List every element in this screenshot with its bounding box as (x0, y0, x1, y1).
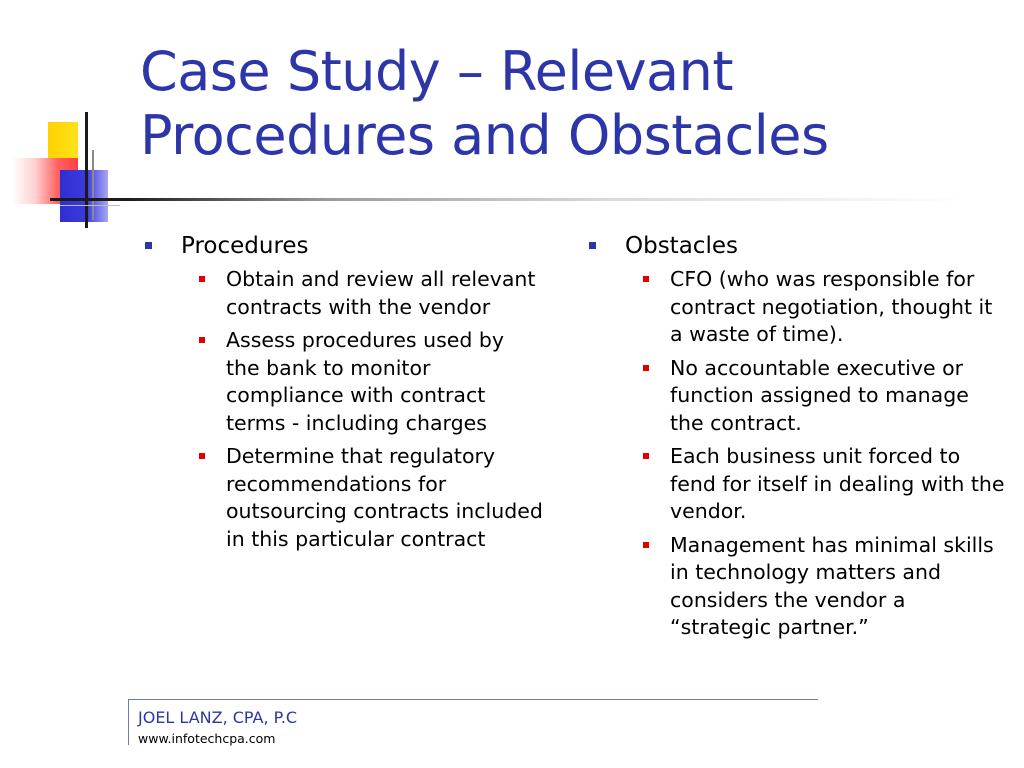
procedure-item-text: Obtain and review all relevant contracts with the vendor (226, 267, 536, 319)
obstacles-heading (587, 232, 1007, 260)
square-bullet-icon (145, 242, 152, 249)
vertical-line-decoration-secondary (92, 150, 94, 220)
square-bullet-icon (199, 337, 205, 343)
procedure-item-text: Determine that regulatory recommendations for outsourcing contracts included in this particular contract (226, 444, 543, 551)
title-underline-secondary (60, 205, 120, 206)
blue-square-decoration (60, 170, 108, 222)
square-bullet-icon (199, 276, 205, 282)
footer-divider (128, 699, 818, 700)
obstacle-item-text: Management has minimal skills in technology matters and considers the vendor a “strategic partner.” (670, 532, 994, 639)
obstacle-item-text: CFO (who was responsible for contract negotiation, thought it a waste of time). (670, 267, 993, 346)
procedures-heading-label: Procedures (181, 233, 309, 259)
square-bullet-icon (643, 453, 649, 459)
obstacles-column (587, 232, 1007, 648)
footer-divider-vertical (128, 699, 129, 745)
slide-title-line-1: Case Study – Relevant (140, 40, 734, 103)
obstacle-item (643, 266, 1007, 349)
square-bullet-icon (643, 365, 649, 371)
footer-author: JOEL LANZ, CPA, P.C (138, 708, 298, 727)
slide-title-line-2: Procedures and Obstacles (140, 104, 829, 167)
procedure-item-text: Assess procedures used by the bank to monitor compliance with contract terms - including charges (226, 328, 505, 435)
square-bullet-icon (643, 542, 649, 548)
procedures-heading (143, 232, 543, 260)
vertical-line-decoration (85, 112, 88, 228)
square-bullet-icon (589, 242, 596, 249)
obstacle-item (643, 443, 1007, 526)
procedure-item (199, 327, 543, 437)
obstacle-item-text: No accountable executive or function assigned to manage the contract. (670, 355, 969, 435)
obstacle-item-text: Each business unit forced to fend for itself in dealing with the vendor. (670, 444, 1005, 523)
square-bullet-icon (643, 276, 649, 282)
procedures-column (143, 232, 543, 559)
obstacle-item (643, 532, 1007, 642)
procedures-list (143, 266, 543, 553)
square-bullet-icon (199, 453, 205, 459)
slide-title (140, 40, 1000, 168)
obstacles-list (587, 266, 1007, 642)
obstacle-item (643, 355, 1007, 438)
procedure-item (199, 266, 543, 321)
footer-url: www.infotechcpa.com (138, 731, 276, 746)
obstacles-heading-label: Obstacles (625, 233, 738, 259)
procedure-item (199, 443, 543, 553)
title-underline (50, 198, 970, 201)
